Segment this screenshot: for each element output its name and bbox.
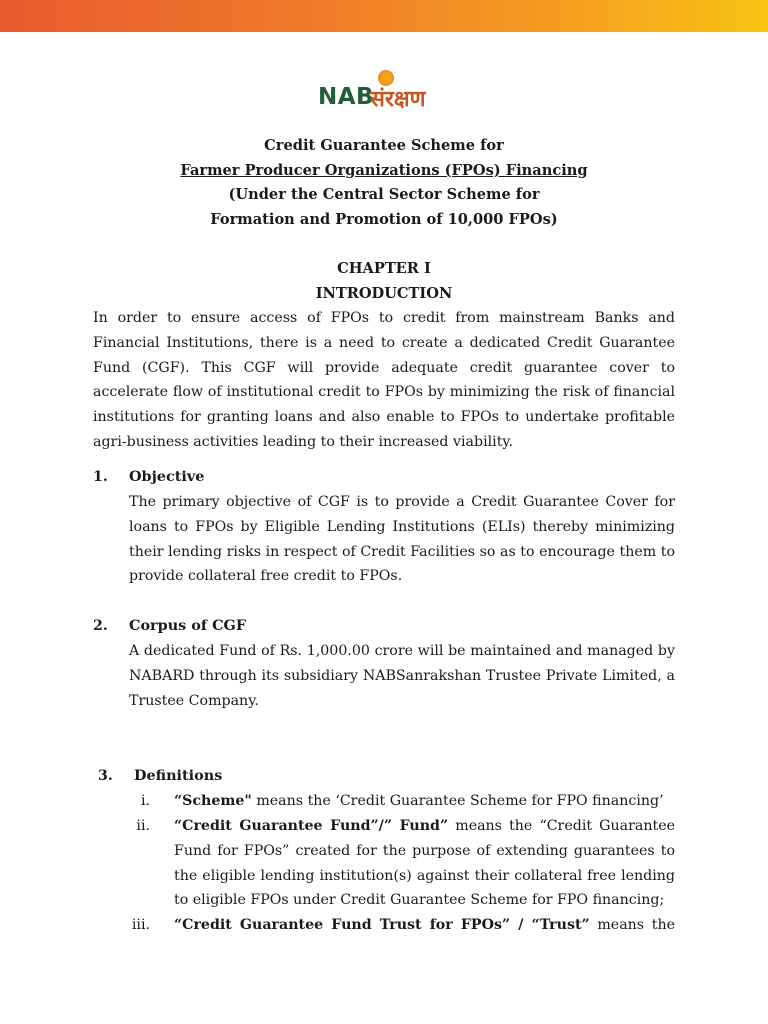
header-color-bar xyxy=(0,0,768,32)
definition-item xyxy=(174,789,675,814)
definition-number: ii. xyxy=(136,818,150,834)
definition-term: “Scheme" xyxy=(174,793,252,809)
definition-term: “Credit Guarantee Fund”/” Fund” xyxy=(174,818,449,834)
definition-text: means the ‘Credit Guarantee Scheme for FPO financing’ xyxy=(251,793,664,809)
definition-item xyxy=(174,913,675,938)
logo-text-en: NAB xyxy=(318,84,375,110)
section-number: 3. xyxy=(98,768,113,784)
title-line-1: Credit Guarantee Scheme for xyxy=(264,137,504,154)
section-body-objective: The primary objective of CGF is to provide a Credit Guarantee Cover for loans to FPOs by Eligible Lending Institutions (ELIs) thereby minimizing their lending risks in respect of Credit Facilities so as to encourage them to provide collateral free credit to FPOs. xyxy=(129,494,675,585)
document-title xyxy=(93,134,675,232)
definition-text: means the xyxy=(589,917,675,933)
chapter-number: CHAPTER I xyxy=(337,260,431,277)
nabsanrakshan-logo xyxy=(318,70,458,110)
section-heading-corpus: Corpus of CGF xyxy=(129,617,247,634)
section-number: 2. xyxy=(93,618,108,634)
title-line-2: Farmer Producer Organizations (FPOs) Financing xyxy=(180,161,588,179)
title-line-4: Formation and Promotion of 10,000 FPOs) xyxy=(210,210,558,228)
definition-text: means the “Credit Guarantee Fund for FPOs” created for the purpose of extending guarantees to the eligible lending institution(s) against their collateral free lending to eligible FPOs under Credit Guarantee Scheme for FPO financing; xyxy=(174,818,675,909)
definition-number: iii. xyxy=(131,917,150,933)
definition-number: i. xyxy=(140,793,150,809)
section-heading-objective: Objective xyxy=(129,468,205,485)
definition-item xyxy=(174,814,675,913)
section-number: 1. xyxy=(93,469,108,485)
logo-text-hi: संरक्षण xyxy=(370,87,426,112)
section-body-corpus: A dedicated Fund of Rs. 1,000.00 crore will be maintained and managed by NABARD through its subsidiary NABSanrakshan Trustee Private Limited, a Trustee Company. xyxy=(129,643,675,709)
intro-paragraph: In order to ensure access of FPOs to credit from mainstream Banks and Financial Institutions, there is a need to create a dedicated Credit Guarantee Fund (CGF). This CGF will provide adequate credit guarantee cover to accelerate flow of institutional credit to FPOs by minimizing the risk of financial institutions for granting loans and also enable to FPOs to undertake profitable agri-business activities leading to their increased viability. xyxy=(93,310,675,450)
section-heading-definitions: Definitions xyxy=(134,767,223,784)
definition-term: “Credit Guarantee Fund Trust for FPOs” / “Trust” xyxy=(174,917,590,933)
title-line-3: (Under the Central Sector Scheme for xyxy=(228,186,540,203)
chapter-name: INTRODUCTION xyxy=(315,285,453,302)
